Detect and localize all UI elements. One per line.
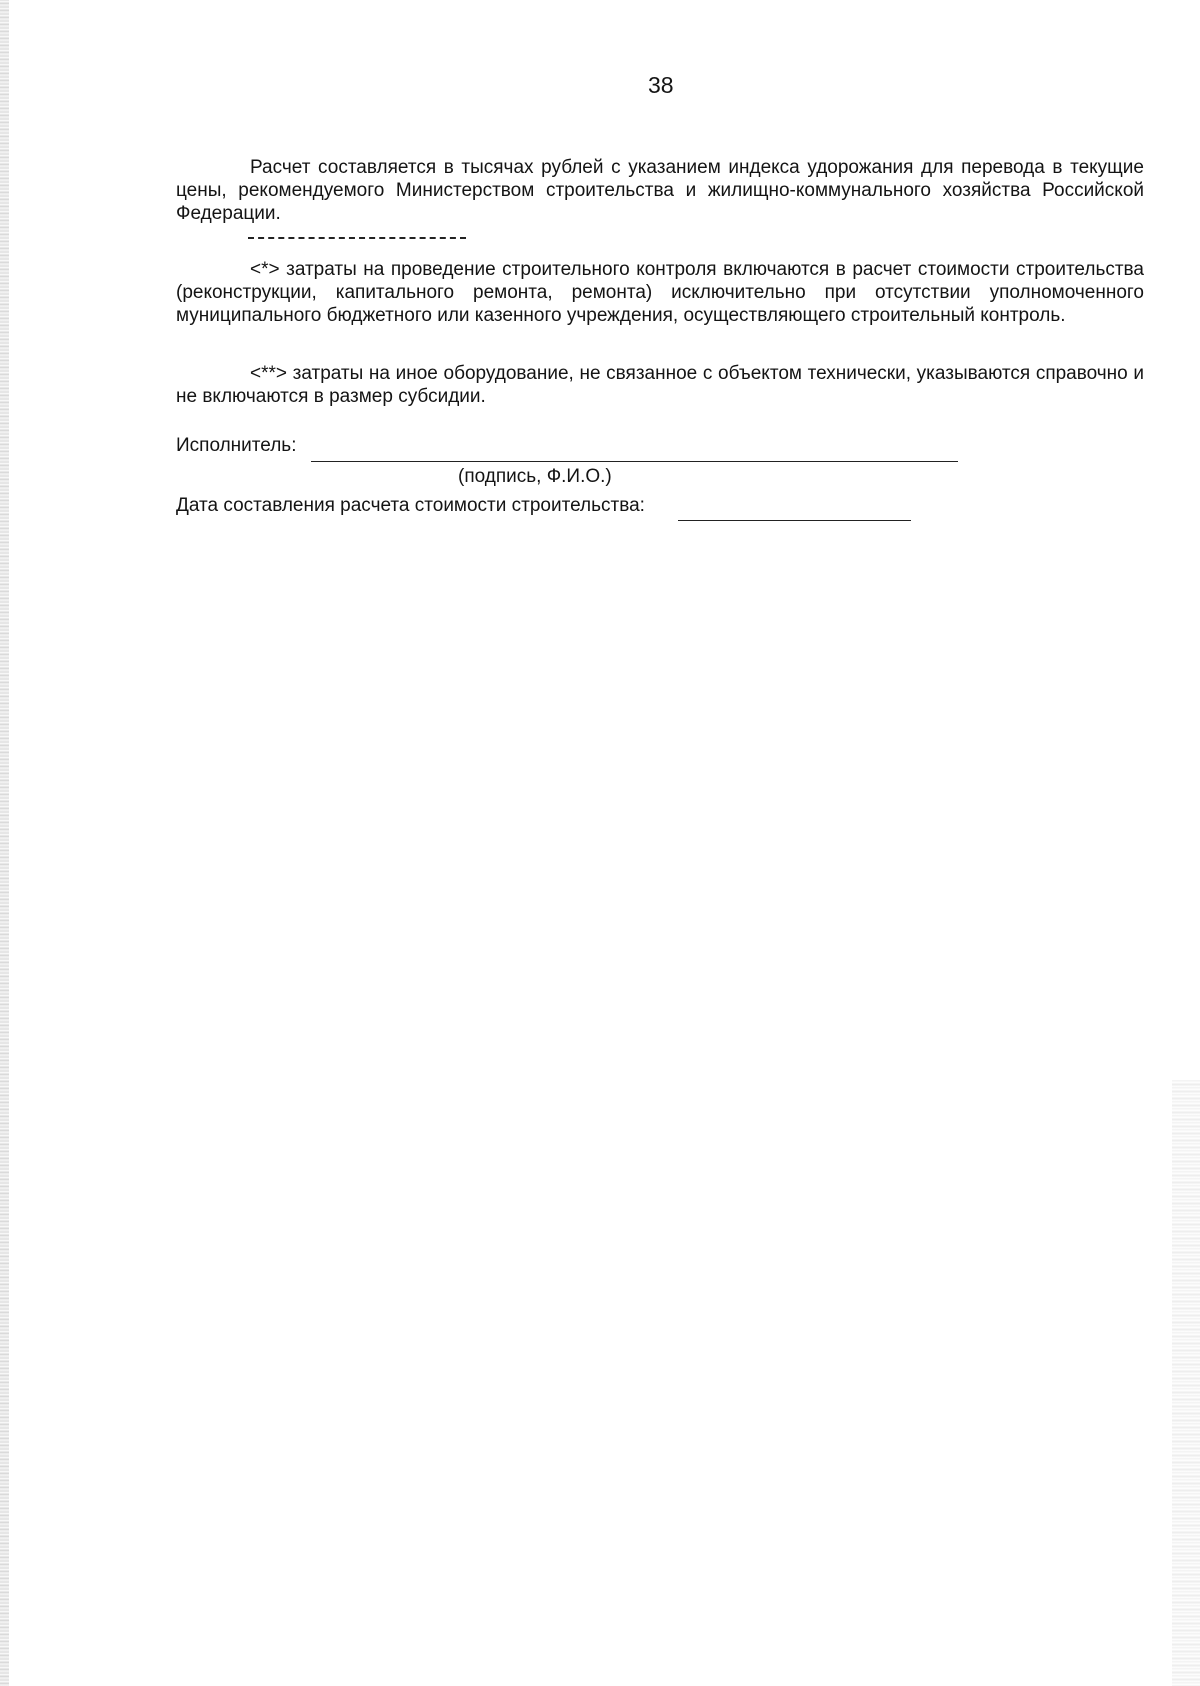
page-number: 38 xyxy=(648,72,674,98)
calculation-date-label: Дата составления расчета стоимости строительства: xyxy=(176,495,645,516)
scan-edge-left xyxy=(0,0,9,1686)
executor-signature-caption: (подпись, Ф.И.О.) xyxy=(458,466,612,487)
executor-label: Исполнитель: xyxy=(176,435,297,456)
footnote-construction-control: <*> затраты на проведение строительного контроля включаются в расчет стоимости строительства (реконструкции, капитального ремонта, ремонта) исключительно при отсутствии уполномоченного муниципального бюджетного или казенного учреждения, осуществляющего строительный контроль. xyxy=(176,259,1144,326)
scan-edge-right xyxy=(1172,1080,1200,1686)
executor-signature-line xyxy=(311,461,958,462)
calculation-note-paragraph: Расчет составляется в тысячах рублей с указанием индекса удорожания для перевода в текущие цены, рекомендуемого Министерством строительства и жилищно-коммунального хозяйства Российской Федерации. xyxy=(176,157,1144,224)
footnote-separator xyxy=(248,237,466,239)
footnote-other-equipment: <**> затраты на иное оборудование, не связанное с объектом технически, указываются справочно и не включаются в размер субсидии. xyxy=(176,363,1144,407)
calculation-date-line xyxy=(678,520,911,521)
